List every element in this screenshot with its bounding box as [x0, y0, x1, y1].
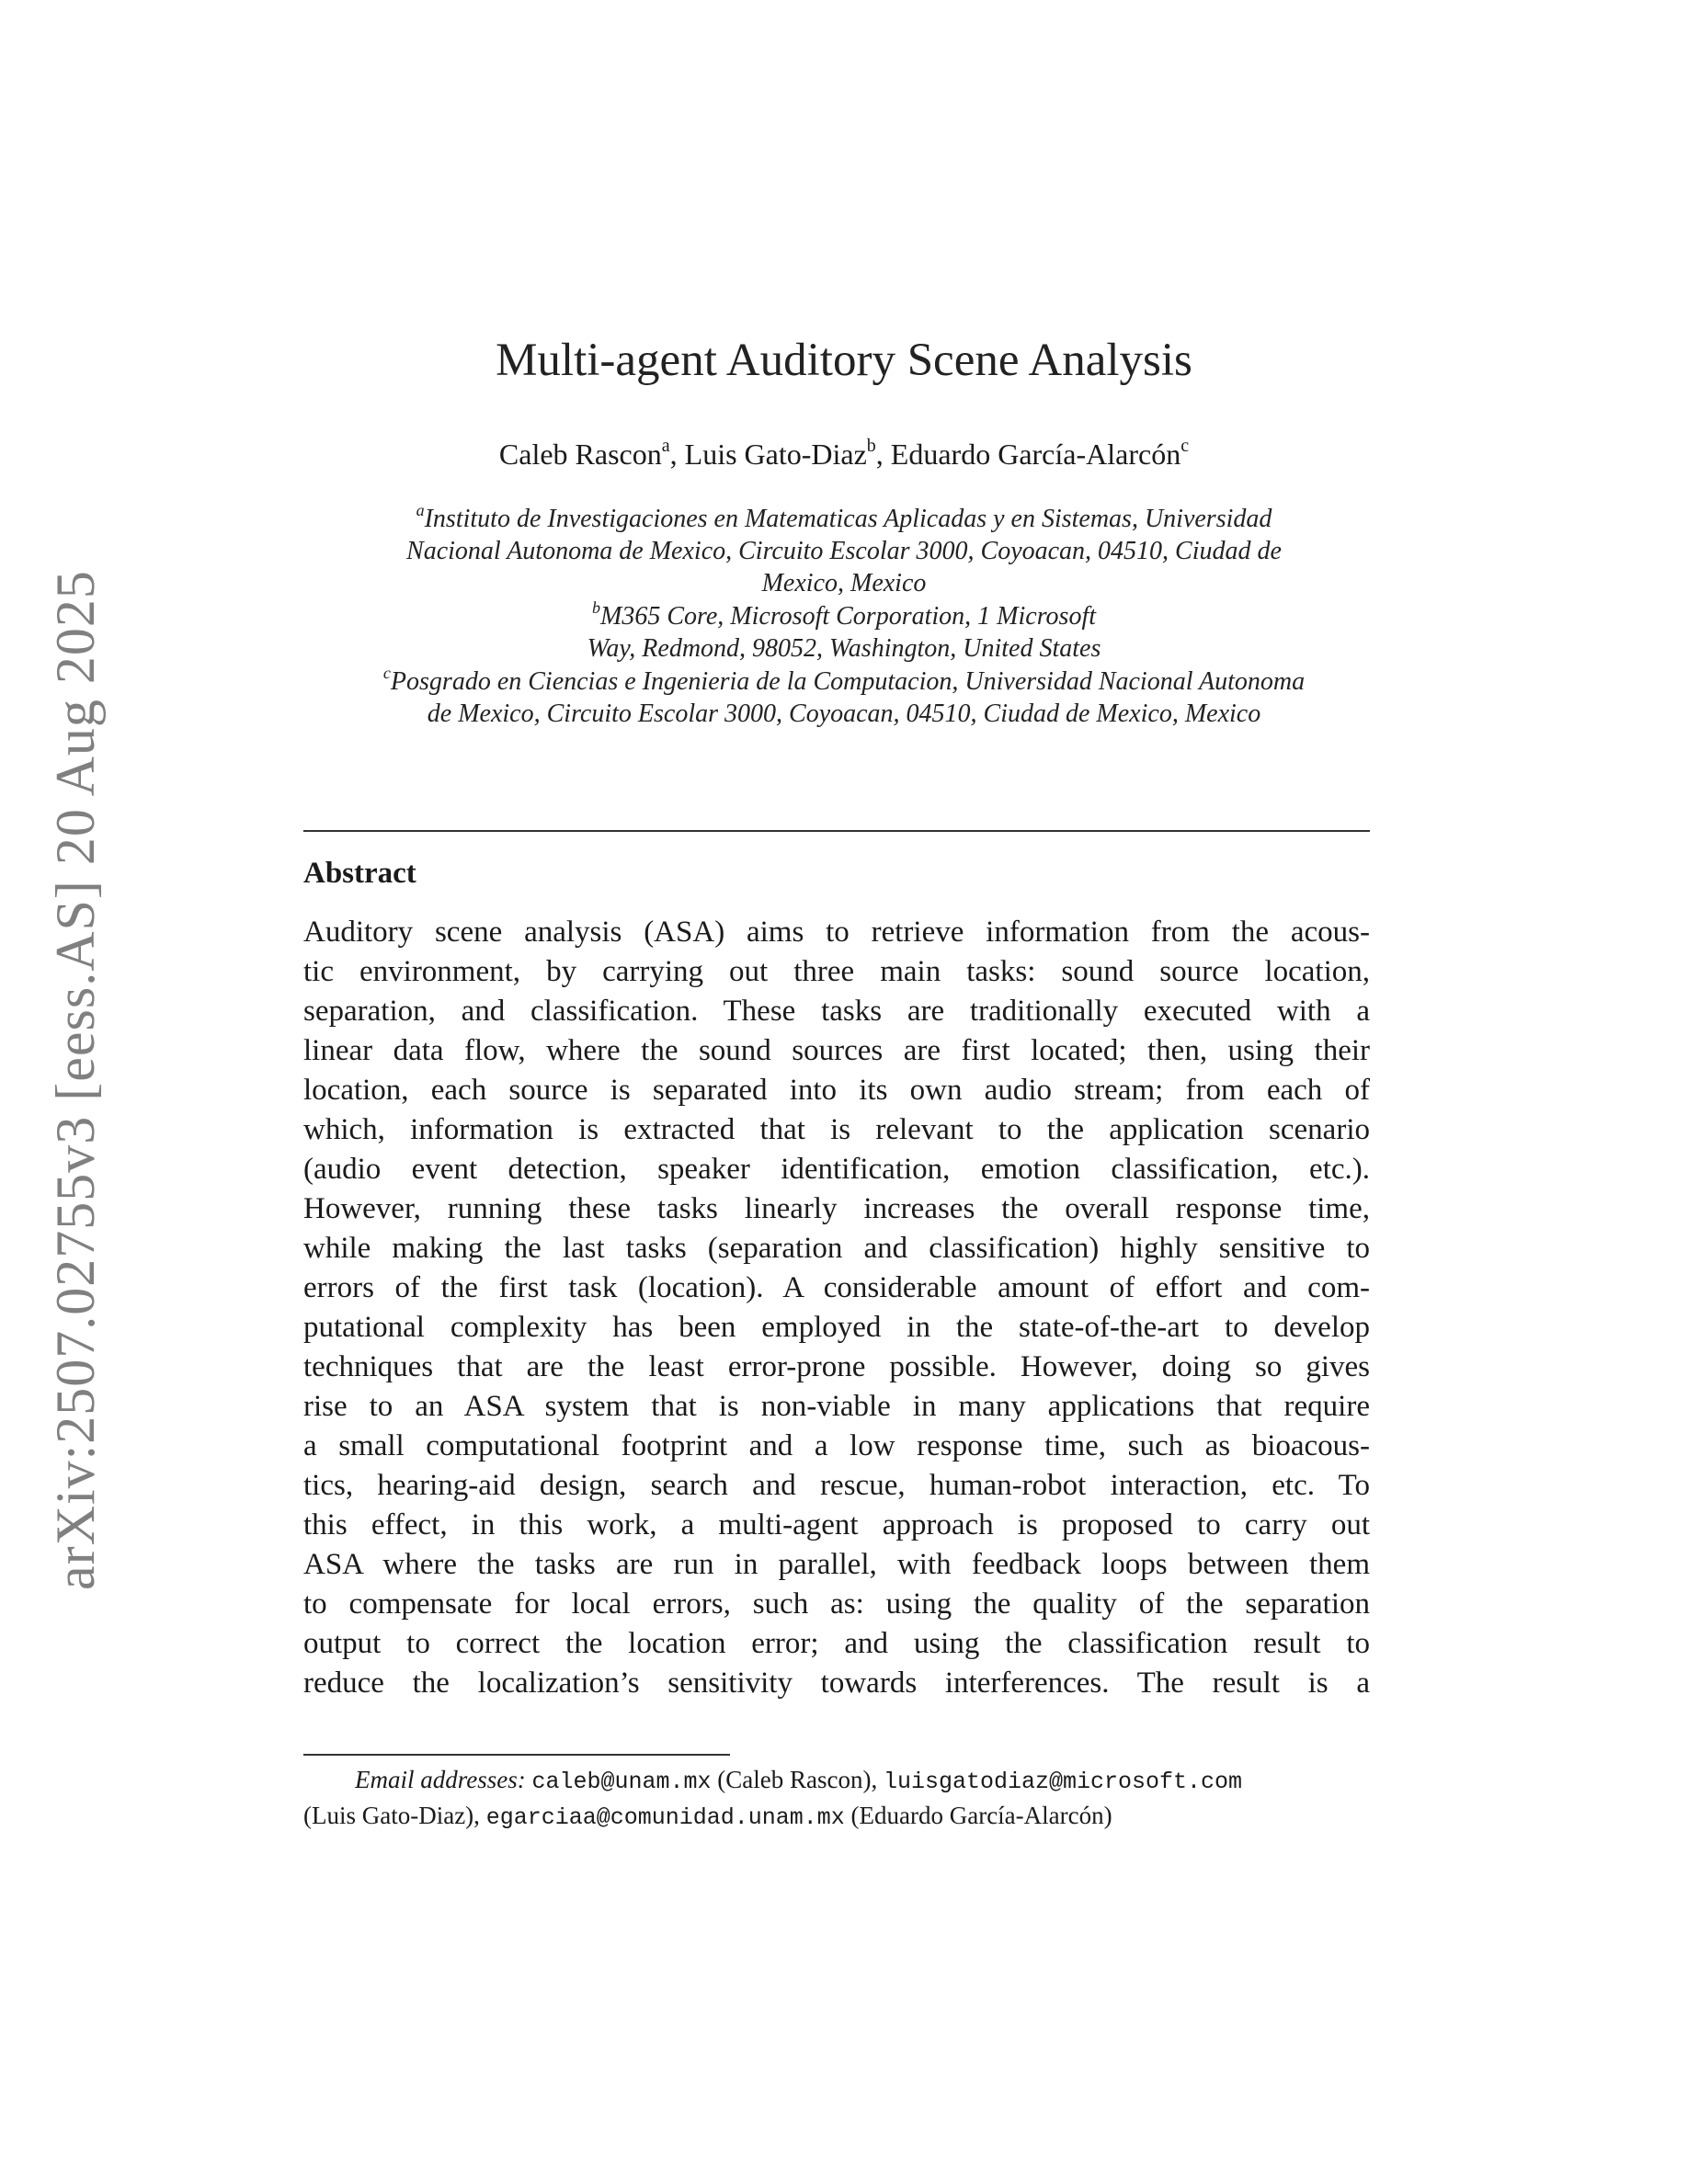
affiliation-mark: a: [416, 501, 425, 519]
affiliation-c: [299, 665, 1389, 730]
abstract-line: which, information is extracted that is relevant to the application scenario: [303, 1113, 1370, 1146]
abstract-line: Auditory scene analysis (ASA) aims to retrieve information from the acous-: [303, 916, 1370, 949]
abstract-line: techniques that are the least error-prone possible. However, doing so gives: [303, 1350, 1370, 1383]
email-owner: (Caleb Rascon),: [717, 1766, 878, 1793]
author-separator: ,: [669, 438, 685, 471]
abstract-line: putational complexity has been employed in the state-of-the-art to develop: [303, 1311, 1370, 1344]
footnote-line: [303, 1763, 1370, 1799]
email-link[interactable]: egarciaa@comunidad.unam.mx: [485, 1804, 845, 1831]
email-owner: (Luis Gato-Diaz),: [303, 1802, 480, 1829]
abstract-line: errors of the first task (location). A considerable amount of effort and com-: [303, 1271, 1370, 1304]
abstract-line: reduce the localization’s sensitivity towards interferences. The result is a: [303, 1666, 1370, 1700]
abstract-line: rise to an ASA system that is non-viable in many applications that require: [303, 1390, 1370, 1423]
author-list: [303, 436, 1385, 472]
abstract-line: while making the last tasks (separation and classification) highly sensitive to: [303, 1232, 1370, 1265]
abstract-line: tics, hearing-aid design, search and rescue, human-robot interaction, etc. To: [303, 1469, 1370, 1502]
affiliation-text: M365 Core, Microsoft Corporation, 1 Microsoft: [600, 602, 1096, 631]
footnote-line: [303, 1799, 1370, 1835]
affiliation-mark: c: [382, 664, 391, 682]
affiliation-line: Way, Redmond, 98052, Washington, United States: [587, 634, 1101, 663]
email-label: Email addresses:: [355, 1766, 526, 1793]
affiliation-text: Instituto de Investigaciones en Matematicas Aplicadas y en Sistemas, Universidad: [424, 505, 1272, 533]
abstract-line: (audio event detection, speaker identification, emotion classification, etc.).: [303, 1153, 1370, 1186]
affiliation-line: Mexico, Mexico: [761, 569, 927, 597]
affiliation-a: [299, 503, 1389, 599]
abstract-line: this effect, in this work, a multi-agent approach is proposed to carry out: [303, 1508, 1370, 1541]
affiliation-mark: b: [866, 436, 876, 456]
paper-title: Multi-agent Auditory Scene Analysis: [496, 335, 1192, 386]
affiliation-b: [299, 600, 1389, 665]
email-owner: (Eduardo García-Alarcón): [850, 1802, 1112, 1829]
header-divider: [303, 830, 1370, 832]
affiliation-line: Nacional Autonoma de Mexico, Circuito Escolar 3000, Coyoacan, 04510, Ciudad de: [406, 537, 1282, 565]
footnote-divider: [303, 1754, 730, 1756]
affiliation-line: [299, 503, 1389, 535]
abstract-line: However, running these tasks linearly increases the overall response time,: [303, 1192, 1370, 1225]
abstract-body: [303, 913, 1370, 1703]
author-name: Luis Gato-Diaz: [684, 438, 867, 471]
abstract-line: output to correct the location error; and using the classification result to: [303, 1627, 1370, 1660]
affiliation-mark: c: [1180, 436, 1190, 456]
email-link[interactable]: luisgatodiaz@microsoft.com: [883, 1769, 1243, 1795]
affiliation-line: [299, 600, 1389, 632]
affiliation-line: [299, 665, 1389, 698]
abstract-line: to compensate for local errors, such as: using the quality of the separation: [303, 1587, 1370, 1621]
email-link[interactable]: caleb@unam.mx: [531, 1769, 712, 1795]
abstract-line: separation, and classification. These tasks are traditionally executed with a: [303, 995, 1370, 1028]
arxiv-identifier-stamp: arXiv:2507.02755v3 [eess.AS] 20 Aug 2025: [45, 570, 106, 1590]
affiliation-mark: b: [592, 598, 600, 617]
abstract-line: tic environment, by carrying out three main tasks: sound source location,: [303, 955, 1370, 988]
author-name: Eduardo García-Alarcón: [890, 438, 1181, 471]
affiliation-text: Posgrado en Ciencias e Ingenieria de la Computacion, Universidad Nacional Autonoma: [390, 667, 1306, 696]
footnote-emails: [303, 1763, 1370, 1835]
abstract-line: location, each source is separated into its own audio stream; from each of: [303, 1074, 1370, 1107]
abstract-line: a small computational footprint and a low response time, such as bioacous-: [303, 1429, 1370, 1462]
author-separator: ,: [875, 438, 891, 471]
abstract-line: linear data flow, where the sound sources are first located; then, using their: [303, 1034, 1370, 1067]
abstract-line: ASA where the tasks are run in parallel, with feedback loops between them: [303, 1548, 1370, 1581]
affiliation-line: de Mexico, Circuito Escolar 3000, Coyoacan, 04510, Ciudad de Mexico, Mexico: [427, 700, 1261, 728]
abstract-heading: Abstract: [303, 857, 416, 890]
author-name: Caleb Rascon: [498, 438, 662, 471]
affiliation-mark: a: [661, 436, 670, 456]
